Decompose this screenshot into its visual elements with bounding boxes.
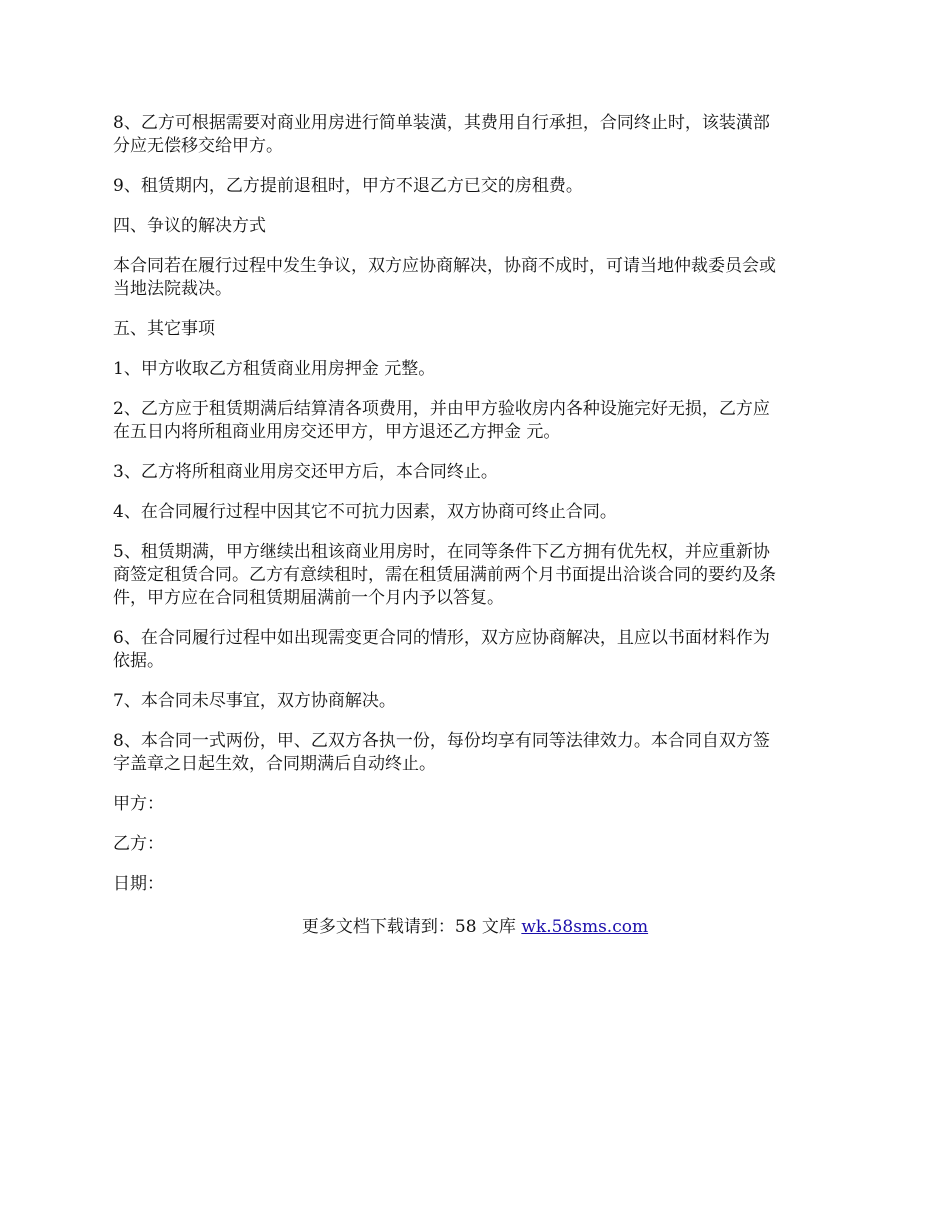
paragraph-line: 9、租赁期内，乙方提前退租时，甲方不退乙方已交的房租费。 <box>113 176 583 196</box>
footer-link[interactable]: wk.58sms.com <box>521 917 649 937</box>
paragraph-line: 4、在合同履行过程中因其它不可抗力因素，双方协商可终止合同。 <box>113 502 617 522</box>
paragraph <box>113 255 843 301</box>
paragraph <box>113 627 843 673</box>
paragraph-line: 7、本合同未尽事宜，双方协商解决。 <box>113 691 396 711</box>
paragraph-line: 件，甲方应在合同租赁期届满前一个月内予以答复。 <box>113 588 504 608</box>
paragraph <box>113 541 843 610</box>
paragraph-line: 3、乙方将所租商业用房交还甲方后，本合同终止。 <box>113 462 498 482</box>
paragraph-line: 四、争议的解决方式 <box>113 216 266 236</box>
footer-text: 更多文档下载请到：58 文库 <box>301 917 522 937</box>
paragraph-line: 8、乙方可根据需要对商业用房进行简单装潢，其费用自行承担，合同终止时，该装潢部 <box>113 113 770 133</box>
paragraph-line: 6、在合同履行过程中如出现需变更合同的情形，双方应协商解决，且应以书面材料作为 <box>113 628 770 648</box>
paragraph-line: 五、其它事项 <box>113 319 215 339</box>
paragraph-line: 在五日内将所租商业用房交还甲方，甲方退还乙方押金 元。 <box>113 422 561 442</box>
paragraph <box>113 398 843 444</box>
paragraph <box>113 175 843 198</box>
paragraph-line: 字盖章之日起生效，合同期满后自动终止。 <box>113 754 436 774</box>
paragraph <box>113 461 843 484</box>
paragraph-line: 8、本合同一式两份，甲、乙双方各执一份，每份均享有同等法律效力。本合同自双方签 <box>113 731 770 751</box>
paragraph-line: 当地法院裁决。 <box>113 279 232 299</box>
paragraph-list <box>113 112 843 776</box>
paragraph <box>113 112 843 158</box>
paragraph-line: 本合同若在履行过程中发生争议，双方应协商解决，协商不成时，可请当地仲裁委员会或 <box>113 256 776 276</box>
paragraph-line: 5、租赁期满，甲方继续出租该商业用房时，在同等条件下乙方拥有优先权，并应重新协 <box>113 542 770 562</box>
footer <box>0 916 950 939</box>
paragraph-line: 商签定租赁合同。乙方有意续租时，需在租赁届满前两个月书面提出洽谈合同的要约及条 <box>113 565 776 585</box>
signature-date: 日期： <box>113 874 164 894</box>
paragraph <box>113 690 843 713</box>
document-body <box>113 112 843 913</box>
paragraph <box>113 318 843 341</box>
paragraph <box>113 501 843 524</box>
signature-party-b: 乙方： <box>113 834 164 854</box>
paragraph <box>113 358 843 381</box>
signature-party-a: 甲方： <box>113 794 164 814</box>
paragraph <box>113 215 843 238</box>
paragraph-line: 分应无偿移交给甲方。 <box>113 136 283 156</box>
paragraph-line: 依据。 <box>113 651 164 671</box>
paragraph-line: 2、乙方应于租赁期满后结算清各项费用，并由甲方验收房内各种设施完好无损，乙方应 <box>113 399 770 419</box>
paragraph-line: 1、甲方收取乙方租赁商业用房押金 元整。 <box>113 359 436 379</box>
paragraph <box>113 730 843 776</box>
